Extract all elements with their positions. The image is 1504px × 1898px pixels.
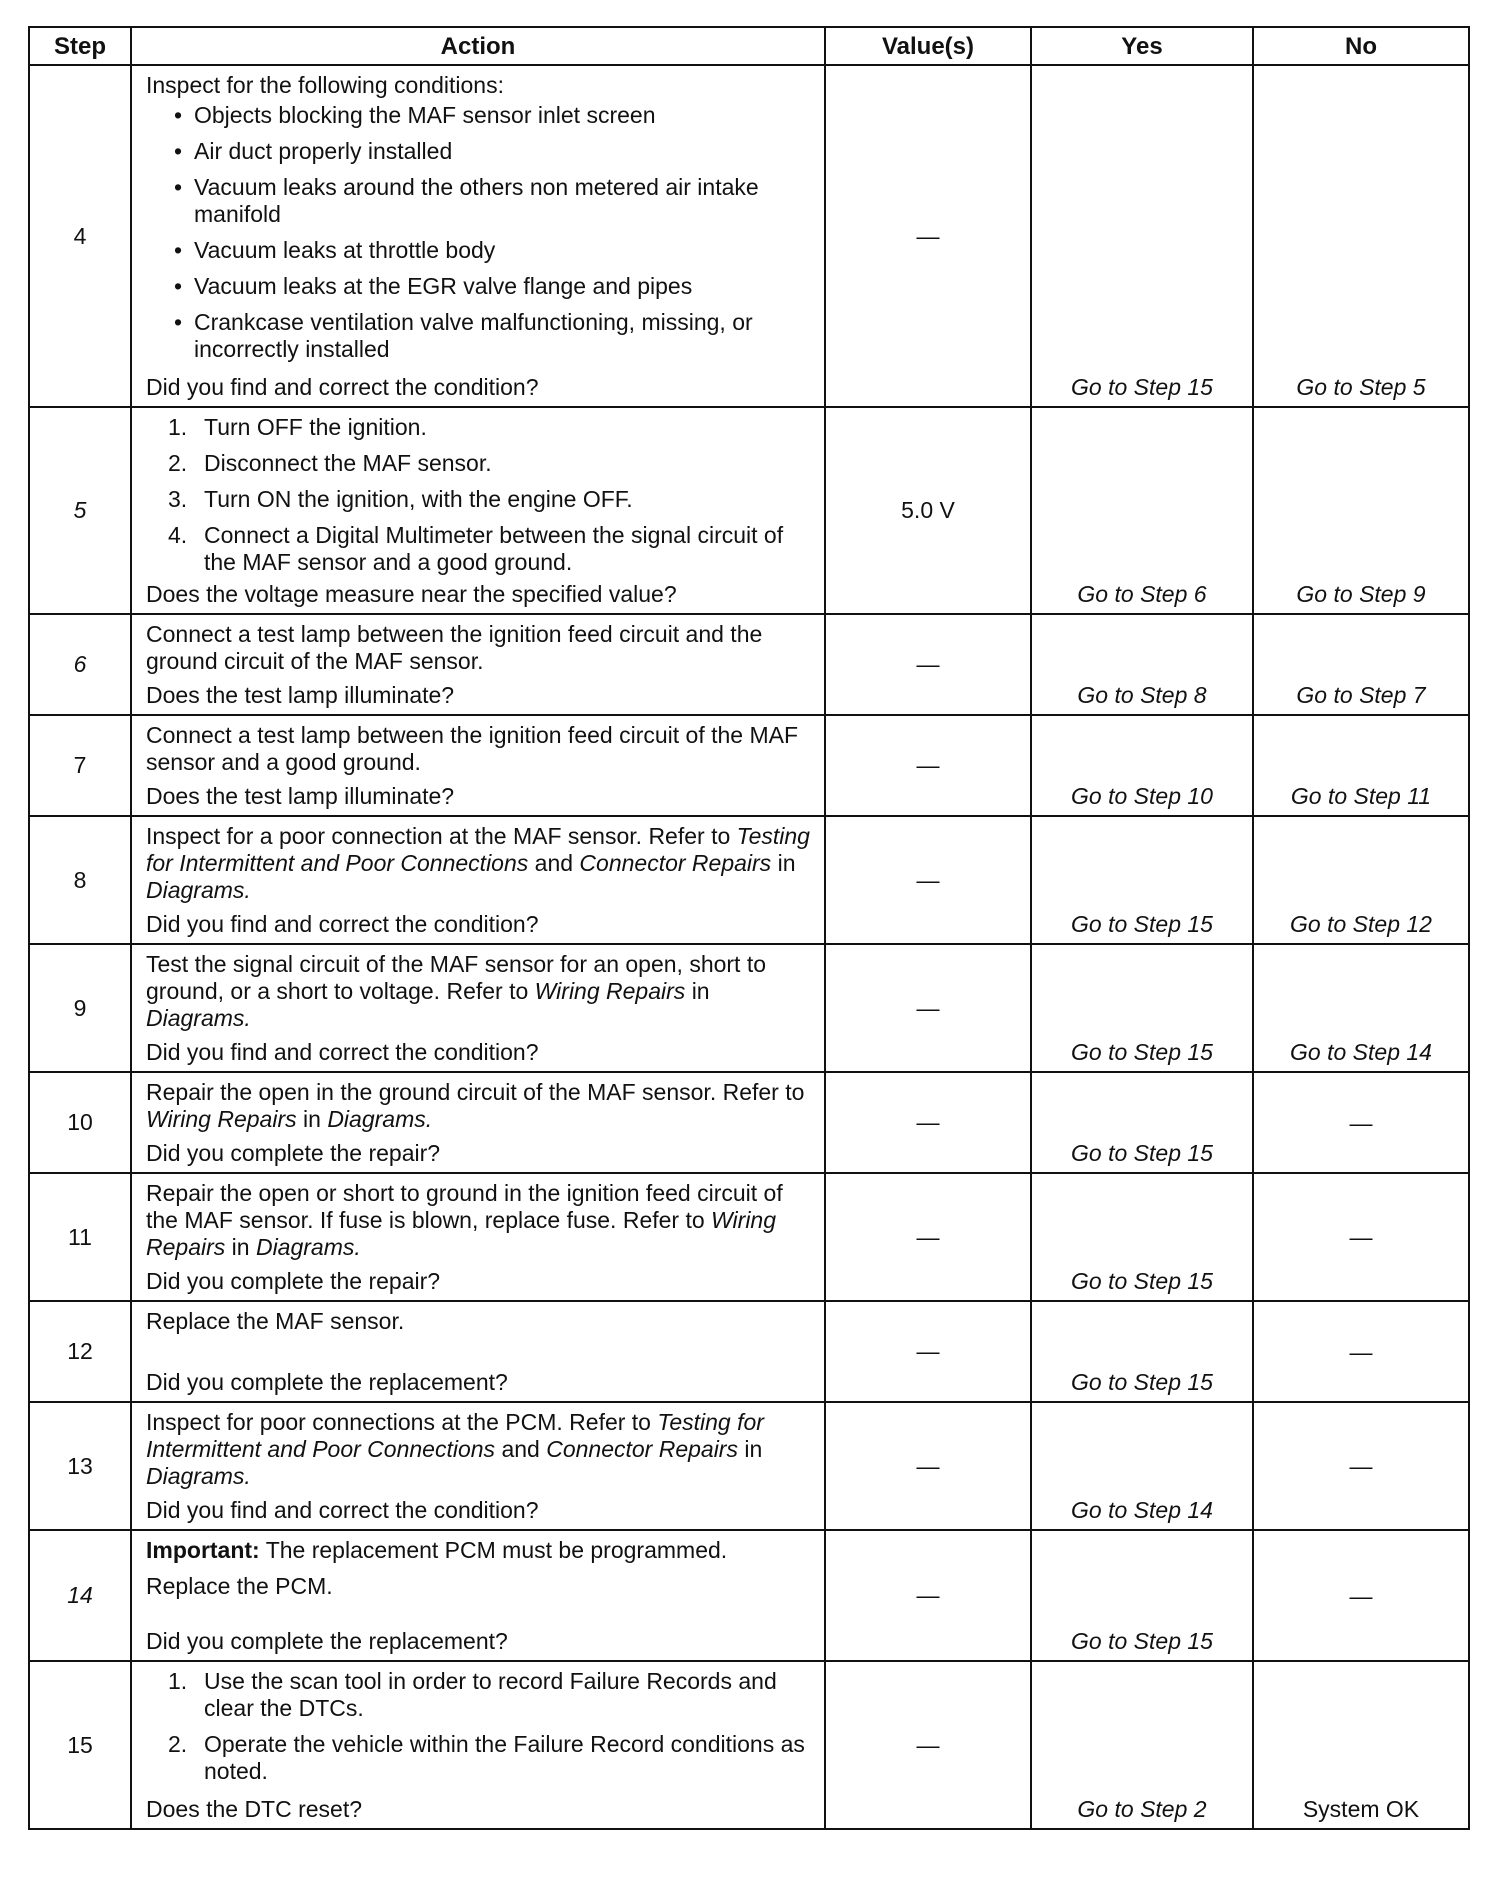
list-item: • Vacuum leaks around the others non metered air intake manifold [146, 174, 812, 228]
table-row [29, 1301, 1469, 1402]
procedure-list [146, 414, 812, 576]
procedure-list [146, 1668, 812, 1785]
list-item: 2. Operate the vehicle within the Failure Record conditions as noted. [168, 1731, 805, 1784]
action-cell [131, 1072, 825, 1173]
header-step: Step [29, 27, 131, 65]
yes-cell: Go to Step 15 [1031, 1173, 1253, 1301]
table-row [29, 1173, 1469, 1301]
yes-cell: Go to Step 15 [1031, 1301, 1253, 1402]
list-item: 3. Turn ON the ignition, with the engine OFF. [168, 486, 633, 512]
table-row [29, 1402, 1469, 1530]
action-cell [131, 1402, 825, 1530]
doc-reference: Testing for Intermittent and Poor Connections [146, 1409, 764, 1462]
no-cell: Go to Step 7 [1253, 614, 1469, 715]
condition-list [146, 102, 812, 363]
list-item: • Objects blocking the MAF sensor inlet screen [146, 102, 812, 129]
action-question: Does the voltage measure near the specified value? [146, 581, 677, 607]
yes-cell: Go to Step 10 [1031, 715, 1253, 816]
value-cell: — [825, 65, 1031, 407]
action-question: Did you complete the repair? [146, 1140, 441, 1166]
doc-reference: Connector Repairs [546, 1436, 738, 1462]
list-item: • Air duct properly installed [146, 138, 812, 165]
step-number: 15 [29, 1661, 131, 1829]
action-intro: Inspect for the following conditions: [146, 72, 504, 98]
yes-cell: Go to Step 15 [1031, 944, 1253, 1072]
action-text: Replace the PCM. [146, 1573, 333, 1599]
step-number: 6 [29, 614, 131, 715]
action-question: Does the test lamp illuminate? [146, 682, 455, 708]
header-action: Action [131, 27, 825, 65]
header-no: No [1253, 27, 1469, 65]
step-number: 7 [29, 715, 131, 816]
action-cell [131, 614, 825, 715]
step-number: 9 [29, 944, 131, 1072]
yes-cell: Go to Step 15 [1031, 1530, 1253, 1661]
table-row [29, 715, 1469, 816]
list-item: 4. Connect a Digital Multimeter between the signal circuit of the MAF sensor and a good ground. [168, 522, 784, 575]
action-cell [131, 944, 825, 1072]
yes-cell: Go to Step 8 [1031, 614, 1253, 715]
list-item: • Crankcase ventilation valve malfunctioning, missing, or incorrectly installed [146, 309, 812, 363]
value-cell: — [825, 944, 1031, 1072]
list-item: 2. Disconnect the MAF sensor. [168, 450, 492, 476]
step-number: 10 [29, 1072, 131, 1173]
yes-cell: Go to Step 15 [1031, 65, 1253, 407]
header-values: Value(s) [825, 27, 1031, 65]
header-row [29, 27, 1469, 65]
action-cell [131, 407, 825, 614]
no-cell: Go to Step 12 [1253, 816, 1469, 944]
list-item: • Vacuum leaks at throttle body [146, 237, 812, 264]
action-cell [131, 1661, 825, 1829]
no-cell: Go to Step 14 [1253, 944, 1469, 1072]
list-item: 1. Turn OFF the ignition. [168, 414, 427, 440]
action-question: Did you complete the replacement? [146, 1369, 508, 1395]
doc-reference: Connector Repairs [579, 850, 772, 876]
no-cell: Go to Step 11 [1253, 715, 1469, 816]
doc-reference: Diagrams. [146, 1005, 251, 1031]
action-text: Connect a test lamp between the ignition feed circuit of the MAF sensor and a good ground. [146, 722, 799, 775]
list-item: • Vacuum leaks at the EGR valve flange and pipes [146, 273, 812, 300]
table-row [29, 816, 1469, 944]
value-cell: — [825, 715, 1031, 816]
value-cell: — [825, 1661, 1031, 1829]
step-number: 4 [29, 65, 131, 407]
step-number: 5 [29, 407, 131, 614]
action-question: Does the DTC reset? [146, 1796, 363, 1822]
value-cell: — [825, 1072, 1031, 1173]
yes-cell: Go to Step 15 [1031, 816, 1253, 944]
step-number: 13 [29, 1402, 131, 1530]
action-cell [131, 1173, 825, 1301]
important-label: Important: [146, 1537, 260, 1563]
no-cell: — [1253, 1530, 1469, 1661]
doc-reference: Testing for Intermittent and Poor Connections [146, 823, 810, 876]
no-cell: — [1253, 1402, 1469, 1530]
doc-reference: Diagrams. [146, 1463, 251, 1489]
table-row [29, 944, 1469, 1072]
action-question: Did you find and correct the condition? [146, 374, 539, 400]
table-row [29, 614, 1469, 715]
step-number: 8 [29, 816, 131, 944]
step-number: 14 [29, 1530, 131, 1661]
diagnostic-table [28, 26, 1470, 1830]
table-row [29, 1072, 1469, 1173]
doc-reference: Diagrams. [146, 877, 251, 903]
doc-reference: Diagrams. [255, 1234, 361, 1260]
value-cell: — [825, 1402, 1031, 1530]
action-text: Test the signal circuit of the MAF sensor for an open, short to ground, or a short to voltage. Refer to Wiring Repairs in Diagrams. [146, 951, 767, 1031]
no-cell: Go to Step 9 [1253, 407, 1469, 614]
action-text: Inspect for a poor connection at the MAF sensor. Refer to Testing for Intermittent and Poor Connections and Connector Repairs in Diagrams. [146, 823, 810, 903]
table-row [29, 1530, 1469, 1661]
no-cell: — [1253, 1072, 1469, 1173]
value-cell: 5.0 V [825, 407, 1031, 614]
no-cell: Go to Step 5 [1253, 65, 1469, 407]
value-cell: — [825, 816, 1031, 944]
action-question: Did you find and correct the condition? [146, 1497, 539, 1523]
yes-cell: Go to Step 6 [1031, 407, 1253, 614]
value-cell: — [825, 1530, 1031, 1661]
step-number: 11 [29, 1173, 131, 1301]
action-question: Did you find and correct the condition? [146, 911, 539, 937]
value-cell: — [825, 1173, 1031, 1301]
doc-reference: Diagrams. [327, 1106, 433, 1132]
action-cell [131, 715, 825, 816]
header-yes: Yes [1031, 27, 1253, 65]
table-row [29, 407, 1469, 614]
table-row [29, 1661, 1469, 1829]
table-row [29, 65, 1469, 407]
action-question: Does the test lamp illuminate? [146, 783, 455, 809]
step-number: 12 [29, 1301, 131, 1402]
doc-reference: Wiring Repairs [146, 1207, 777, 1260]
action-text: Repair the open in the ground circuit of the MAF sensor. Refer to Wiring Repairs in Diagrams. [146, 1079, 805, 1132]
action-cell [131, 1301, 825, 1402]
action-question: Did you complete the repair? [146, 1268, 441, 1294]
list-item: 1. Use the scan tool in order to record Failure Records and clear the DTCs. [168, 1668, 777, 1721]
doc-reference: Wiring Repairs [534, 978, 686, 1004]
action-text: Inspect for poor connections at the PCM. Refer to Testing for Intermittent and Poor Connections and Connector Repairs in Diagrams. [146, 1409, 764, 1489]
important-note: Important: The replacement PCM must be programmed. [146, 1537, 728, 1563]
action-cell [131, 65, 825, 407]
value-cell: — [825, 1301, 1031, 1402]
action-question: Did you find and correct the condition? [146, 1039, 539, 1065]
action-text: Replace the MAF sensor. [146, 1308, 405, 1334]
action-cell [131, 1530, 825, 1661]
yes-cell: Go to Step 14 [1031, 1402, 1253, 1530]
action-text: Connect a test lamp between the ignition feed circuit and the ground circuit of the MAF sensor. [146, 621, 763, 674]
no-cell: — [1253, 1173, 1469, 1301]
doc-reference: Wiring Repairs [146, 1106, 297, 1132]
no-cell: — [1253, 1301, 1469, 1402]
action-cell [131, 816, 825, 944]
action-question: Did you complete the replacement? [146, 1628, 508, 1654]
value-cell: — [825, 614, 1031, 715]
action-text: Repair the open or short to ground in the ignition feed circuit of the MAF sensor. If fuse is blown, replace fuse. Refer to Wiring Repairs in Diagrams. [146, 1180, 783, 1260]
yes-cell: Go to Step 2 [1031, 1661, 1253, 1829]
yes-cell: Go to Step 15 [1031, 1072, 1253, 1173]
no-cell: System OK [1253, 1661, 1469, 1829]
